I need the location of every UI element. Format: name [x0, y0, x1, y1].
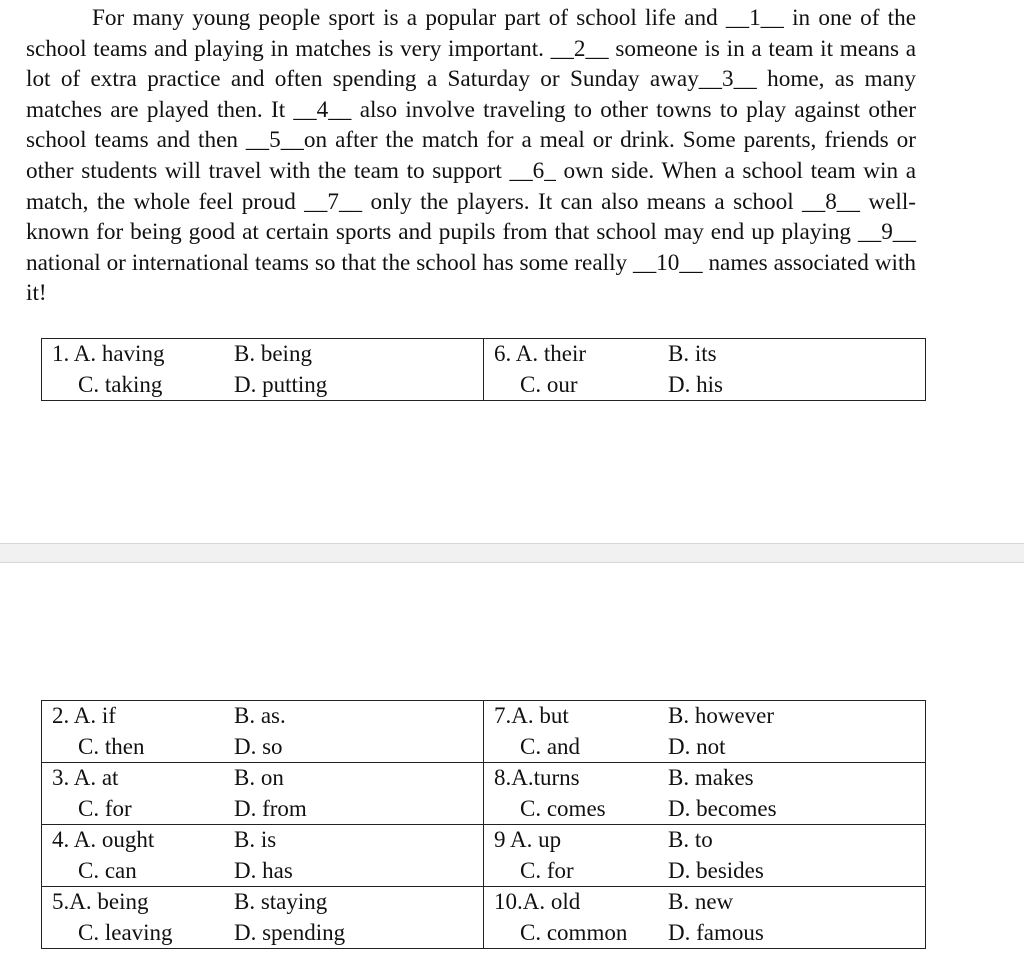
- option-c: C. for: [520, 858, 574, 883]
- option-b: B. as.: [234, 703, 286, 728]
- option-d: D. becomes: [668, 796, 777, 821]
- option-d: D. so: [234, 734, 283, 759]
- option-d: D. from: [234, 796, 307, 821]
- table-row: [42, 825, 926, 887]
- option-b: B. staying: [234, 889, 328, 914]
- question-cell: [484, 339, 926, 401]
- options-table-bottom: [41, 700, 926, 949]
- question-cell: [42, 339, 484, 401]
- options-table-top: [41, 338, 926, 401]
- option-a: 2. A. if: [52, 703, 116, 728]
- option-a: 9 A. up: [494, 827, 562, 852]
- option-d: D. besides: [668, 858, 764, 883]
- option-b: B. being: [234, 341, 312, 366]
- option-d: D. his: [668, 372, 723, 397]
- question-cell: [42, 763, 484, 825]
- question-cell: [484, 763, 926, 825]
- option-b: B. however: [668, 703, 775, 728]
- option-b: B. to: [668, 827, 713, 852]
- option-b: B. is: [234, 827, 277, 852]
- passage-text: For many young people sport is a popular part of school life and __1__ in one of the school teams and playing in matches is very important. __2__ someone is in a team it means a lot of extra practice and often spending a Saturday or Sunday away__3__ home, as many matches are played then. It __4__ also involve traveling to other towns to play against other school teams and then __5__on after the match for a meal or drink. Some parents, friends or other students will travel with the team to support __6_ own side. When a school team win a match, the whole feel proud __7__ only the players. It can also means a school __8__ well-known for being good at certain sports and pupils from that school may end up playing __9__ national or international teams so that the school has some really __10__ names associated with it!: [26, 5, 916, 307]
- page-separator: [0, 543, 1024, 563]
- option-c: C. our: [520, 372, 578, 397]
- option-c: C. can: [78, 858, 137, 883]
- option-c: C. then: [78, 734, 145, 759]
- question-cell: [42, 701, 484, 763]
- option-b: B. its: [668, 341, 717, 366]
- question-cell: [42, 825, 484, 887]
- option-d: D. spending: [234, 920, 346, 945]
- option-a: 5.A. being: [52, 889, 149, 914]
- option-a: 3. A. at: [52, 765, 119, 790]
- question-cell: [42, 887, 484, 949]
- question-cell: [484, 701, 926, 763]
- option-b: B. new: [668, 889, 734, 914]
- cloze-passage: [26, 3, 916, 309]
- option-a: 7.A. but: [494, 703, 569, 728]
- question-cell: [484, 825, 926, 887]
- option-a: 1. A. having: [52, 341, 165, 366]
- option-a: 4. A. ought: [52, 827, 155, 852]
- option-d: D. not: [668, 734, 726, 759]
- option-c: C. for: [78, 796, 132, 821]
- document-page-bottom: [0, 563, 1024, 954]
- option-d: D. famous: [668, 920, 764, 945]
- table-row: [42, 887, 926, 949]
- option-b: B. on: [234, 765, 284, 790]
- option-c: C. leaving: [78, 920, 173, 945]
- option-b: B. makes: [668, 765, 754, 790]
- option-a: 10.A. old: [494, 889, 581, 914]
- option-a: 6. A. their: [494, 341, 586, 366]
- option-c: C. taking: [78, 372, 163, 397]
- option-d: D. has: [234, 858, 293, 883]
- table-row: [42, 701, 926, 763]
- option-c: C. comes: [520, 796, 606, 821]
- option-a: 8.A.turns: [494, 765, 580, 790]
- option-c: C. common: [520, 920, 628, 945]
- question-cell: [484, 887, 926, 949]
- option-d: D. putting: [234, 372, 328, 397]
- table-row: [42, 339, 926, 401]
- option-c: C. and: [520, 734, 581, 759]
- table-row: [42, 763, 926, 825]
